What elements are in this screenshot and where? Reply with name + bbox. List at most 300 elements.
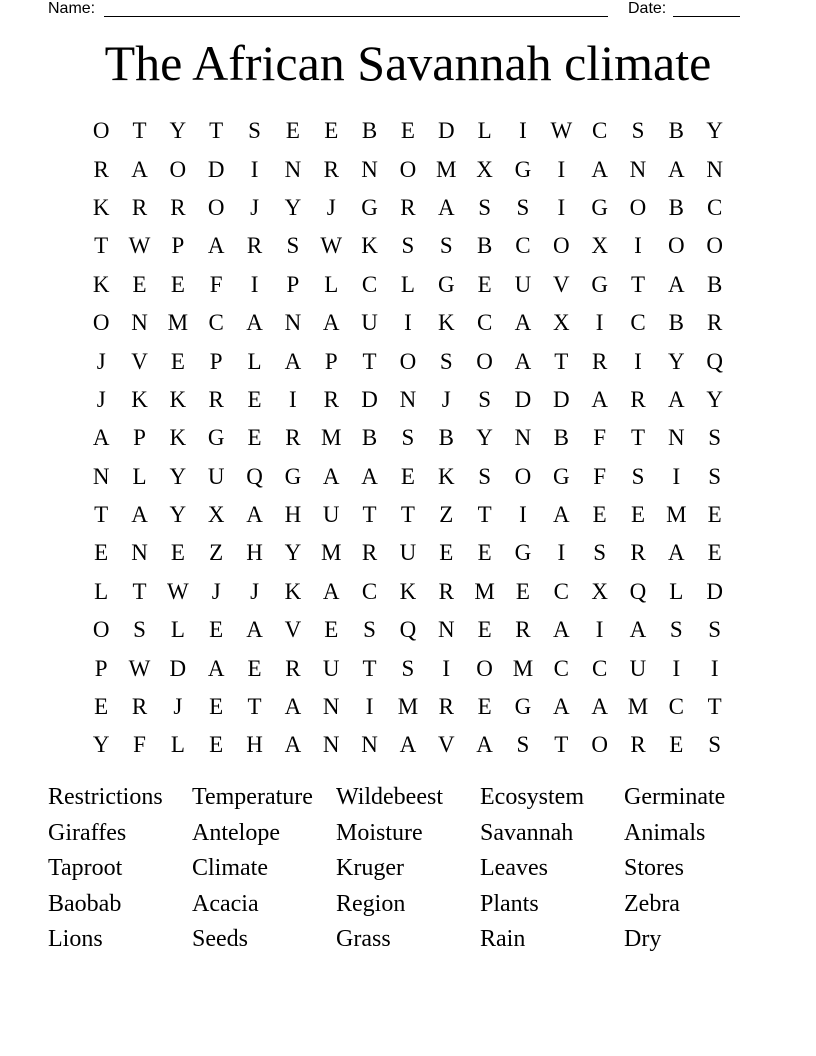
grid-letter: T (362, 655, 377, 681)
grid-letter: A (552, 617, 570, 643)
word-list-item: Zebra (624, 890, 680, 917)
grid-letter: J (173, 694, 183, 720)
grid-letter: R (246, 233, 263, 259)
grid-letter: G (514, 694, 532, 720)
grid-letter: T (707, 694, 722, 720)
grid-letter: G (207, 425, 225, 451)
grid-letter: A (131, 156, 148, 182)
grid-letter: C (361, 271, 378, 297)
grid-letter: A (514, 348, 532, 374)
grid-letter: V (284, 617, 302, 643)
grid-letter: B (438, 425, 454, 451)
grid-letter: C (591, 655, 608, 681)
grid-row (82, 688, 734, 726)
grid-letter: T (362, 502, 377, 528)
name-label: Name: (48, 0, 96, 17)
grid-letter: A (514, 310, 532, 336)
grid-letter: U (322, 502, 340, 528)
grid-letter: K (169, 386, 187, 412)
grid-letter: P (133, 425, 146, 451)
grid-letter: T (554, 732, 569, 758)
grid-row (82, 611, 734, 649)
grid-letter: E (247, 655, 262, 681)
grid-letter: P (171, 233, 185, 259)
grid-letter: Z (209, 540, 224, 566)
grid-letter: L (324, 271, 339, 297)
grid-letter: O (92, 617, 110, 643)
grid-letter: S (439, 233, 453, 259)
grid-letter: R (323, 386, 339, 412)
grid-letter: R (208, 386, 224, 412)
grid-letter: O (552, 233, 570, 259)
grid-letter: K (131, 386, 148, 412)
grid-letter: I (672, 463, 681, 489)
grid-letter: A (591, 694, 608, 720)
grid-letter: L (170, 732, 185, 758)
grid-row (82, 381, 734, 419)
word-list-item: Taproot (48, 855, 123, 881)
grid-letter: T (554, 348, 569, 374)
grid-letter: O (514, 463, 532, 489)
grid-letter: H (284, 502, 302, 528)
grid-letter: O (399, 156, 417, 182)
word-list-item: Animals (624, 819, 706, 846)
grid-row (82, 419, 734, 457)
grid-letter: I (404, 310, 412, 336)
grid-row (82, 189, 734, 227)
grid-letter: O (591, 732, 608, 758)
grid-letter: S (516, 194, 530, 220)
grid-letter: G (284, 463, 302, 489)
grid-letter: M (474, 578, 495, 604)
grid-letter: D (169, 655, 187, 681)
grid-letter: O (476, 348, 493, 374)
grid-letter: E (247, 386, 262, 412)
grid-letter: A (476, 732, 493, 758)
grid-letter: N (131, 310, 148, 336)
grid-letter: T (209, 118, 224, 144)
grid-letter: I (365, 694, 374, 720)
grid-letter: U (322, 655, 340, 681)
grid-letter: A (668, 540, 685, 566)
grid-letter: S (439, 348, 453, 374)
grid-letter: M (512, 655, 534, 681)
grid-letter: S (669, 617, 683, 643)
grid-letter: A (629, 617, 647, 643)
grid-letter: A (92, 425, 110, 451)
date-label: Date: (628, 0, 667, 17)
grid-letter: A (207, 655, 225, 681)
word-list-item: Ecosystem (480, 784, 584, 810)
grid-letter: N (668, 425, 685, 451)
grid-letter: P (324, 348, 338, 374)
grid-letter: B (668, 194, 684, 220)
grid-letter: J (96, 348, 106, 374)
grid-letter: A (284, 348, 302, 374)
grid-letter: Q (629, 578, 647, 604)
grid-letter: A (246, 617, 263, 643)
grid-letter: A (668, 156, 685, 182)
grid-letter: E (94, 694, 109, 720)
grid-letter: E (400, 463, 415, 489)
grid-letter: S (286, 233, 300, 259)
grid-letter: K (92, 271, 110, 297)
grid-letter: L (132, 463, 147, 489)
grid-letter: G (591, 194, 608, 220)
grid-letter: T (400, 502, 415, 528)
grid-letter: I (519, 502, 527, 528)
grid-letter: B (553, 425, 569, 451)
grid-letter: R (630, 386, 646, 412)
grid-letter: T (94, 502, 109, 528)
grid-letter: M (436, 156, 457, 182)
grid-letter: E (439, 540, 454, 566)
grid-letter: N (361, 156, 378, 182)
word-list-item: Acacia (192, 890, 259, 917)
grid-letter: Q (399, 617, 417, 643)
grid-letter: C (476, 310, 493, 336)
letter-grid (82, 112, 734, 765)
grid-letter: E (324, 617, 339, 643)
grid-letter: C (553, 578, 569, 604)
word-list-item: Stores (624, 855, 684, 881)
name-line (104, 16, 608, 17)
grid-letter: O (399, 348, 417, 374)
grid-letter: S (708, 463, 722, 489)
grid-letter: R (438, 694, 454, 720)
grid-letter: K (361, 233, 378, 259)
word-list-item: Lions (48, 926, 103, 952)
grid-letter: J (96, 386, 106, 412)
grid-letter: T (630, 425, 646, 451)
grid-letter: B (361, 425, 378, 451)
grid-letter: S (631, 118, 645, 144)
word-list-item: Temperature (192, 784, 313, 810)
grid-letter: T (94, 233, 109, 259)
word-list-item: Dry (624, 926, 662, 952)
grid-letter: A (207, 233, 225, 259)
grid-letter: E (209, 617, 224, 643)
grid-letter: V (131, 348, 148, 374)
grid-letter: S (631, 463, 645, 489)
grid-letter: R (515, 617, 531, 643)
grid-letter: A (322, 578, 340, 604)
date-line (673, 16, 740, 17)
grid-letter: U (361, 310, 378, 336)
grid-letter: M (627, 694, 649, 720)
word-list-item: Region (336, 890, 406, 917)
grid-letter: R (285, 425, 301, 451)
word-list-item: Moisture (336, 819, 423, 846)
grid-letter: K (399, 578, 417, 604)
grid-letter: E (477, 540, 492, 566)
grid-letter: D (552, 386, 570, 412)
grid-letter: Y (706, 118, 723, 144)
grid-letter: N (361, 732, 378, 758)
grid-letter: I (442, 655, 451, 681)
grid-letter: K (437, 463, 455, 489)
grid-letter: X (591, 233, 608, 259)
grid-letter: I (710, 655, 719, 681)
grid-letter: T (132, 578, 147, 604)
grid-letter: R (170, 194, 186, 220)
grid-letter: Y (668, 348, 685, 374)
grid-letter: C (591, 118, 608, 144)
grid-letter: D (514, 386, 532, 412)
grid-letter: I (250, 271, 259, 297)
grid-row (82, 342, 734, 380)
grid-letter: E (209, 694, 224, 720)
grid-letter: N (437, 617, 455, 643)
grid-row (82, 496, 734, 534)
grid-letter: A (668, 271, 685, 297)
grid-letter: E (477, 271, 492, 297)
grid-letter: E (324, 118, 339, 144)
grid-letter: F (593, 425, 607, 451)
grid-letter: T (132, 118, 147, 144)
grid-letter: E (515, 578, 530, 604)
grid-letter: H (246, 732, 263, 758)
worksheet-header (0, 0, 816, 22)
grid-letter: T (247, 694, 262, 720)
grid-letter: S (478, 463, 491, 489)
grid-letter: O (169, 156, 187, 182)
grid-letter: K (437, 310, 455, 336)
grid-letter: C (668, 694, 684, 720)
grid-letter: N (514, 425, 532, 451)
grid-letter: A (591, 386, 608, 412)
grid-letter: B (668, 310, 684, 336)
grid-letter: S (516, 732, 530, 758)
grid-letter: E (209, 732, 224, 758)
grid-letter: R (438, 578, 454, 604)
grid-letter: O (629, 194, 647, 220)
grid-letter: I (557, 540, 566, 566)
grid-letter: N (131, 540, 148, 566)
grid-letter: N (322, 694, 340, 720)
grid-letter: E (170, 271, 185, 297)
grid-letter: Y (706, 386, 723, 412)
grid-letter: F (209, 271, 223, 297)
grid-letter: I (289, 386, 297, 412)
grid-letter: Y (169, 502, 187, 528)
grid-letter: V (437, 732, 455, 758)
grid-letter: R (323, 156, 339, 182)
grid-letter: O (668, 233, 685, 259)
grid-letter: F (593, 463, 607, 489)
grid-letter: X (552, 310, 570, 336)
grid-letter: R (131, 694, 148, 720)
grid-letter: C (707, 194, 723, 220)
grid-letter: A (131, 502, 148, 528)
grid-letter: E (477, 617, 492, 643)
grid-letter: N (706, 156, 723, 182)
grid-letter: M (321, 540, 342, 566)
grid-row (82, 304, 734, 342)
grid-letter: C (515, 233, 531, 259)
grid-letter: K (169, 425, 187, 451)
grid-letter: Y (476, 425, 493, 451)
grid-letter: N (284, 156, 302, 182)
grid-letter: B (707, 271, 723, 297)
grid-letter: B (361, 118, 378, 144)
grid-letter: J (441, 386, 451, 412)
grid-letter: Y (169, 118, 187, 144)
grid-letter: Z (439, 502, 454, 528)
grid-letter: M (397, 694, 419, 720)
grid-letter: J (250, 194, 260, 220)
grid-letter: Q (706, 348, 723, 374)
grid-letter: A (284, 732, 302, 758)
grid-row (82, 649, 734, 687)
grid-letter: I (595, 617, 604, 643)
grid-letter: T (362, 348, 377, 374)
grid-letter: Y (284, 540, 302, 566)
grid-letter: L (247, 348, 262, 374)
word-list-item: Rain (480, 926, 526, 952)
word-list-item: Climate (192, 855, 268, 881)
grid-letter: X (207, 502, 225, 528)
grid-letter: T (630, 271, 646, 297)
grid-letter: R (131, 194, 148, 220)
grid-letter: G (437, 271, 455, 297)
grid-letter: M (666, 502, 687, 528)
grid-letter: S (401, 233, 415, 259)
grid-letter: K (284, 578, 302, 604)
grid-letter: I (672, 655, 681, 681)
grid-letter: Y (169, 463, 187, 489)
word-list-item: Seeds (192, 926, 248, 952)
grid-letter: G (514, 540, 532, 566)
grid-letter: G (552, 463, 570, 489)
grid-letter: C (553, 655, 569, 681)
grid-letter: X (476, 156, 493, 182)
grid-letter: W (128, 655, 151, 681)
grid-letter: E (477, 694, 492, 720)
grid-letter: J (326, 194, 336, 220)
grid-letter: N (92, 463, 110, 489)
word-list-item: Savannah (480, 819, 574, 846)
word-list-item: Germinate (624, 784, 726, 810)
grid-letter: O (207, 194, 225, 220)
grid-letter: W (550, 118, 573, 144)
grid-letter: S (708, 732, 722, 758)
grid-letter: E (170, 348, 185, 374)
word-list-item: Antelope (192, 819, 280, 846)
grid-letter: N (629, 156, 647, 182)
grid-letter: R (630, 540, 646, 566)
grid-letter: E (170, 540, 185, 566)
grid-row (82, 266, 734, 304)
grid-letter: L (170, 617, 185, 643)
grid-letter: Y (92, 732, 110, 758)
word-list-item: Leaves (480, 855, 548, 881)
word-list-item: Wildebeest (336, 784, 443, 810)
grid-letter: C (208, 310, 224, 336)
grid-letter: K (92, 194, 110, 220)
grid-letter: R (93, 156, 109, 182)
grid-letter: E (669, 732, 684, 758)
grid-letter: H (246, 540, 263, 566)
grid-letter: D (361, 386, 378, 412)
grid-letter: A (322, 310, 340, 336)
grid-letter: E (400, 118, 415, 144)
grid-letter: R (591, 348, 608, 374)
grid-letter: E (132, 271, 147, 297)
grid-letter: I (557, 156, 566, 182)
grid-letter: E (247, 425, 262, 451)
grid-letter: A (361, 463, 378, 489)
grid-letter: L (477, 118, 492, 144)
grid-letter: P (209, 348, 223, 374)
grid-letter: S (708, 617, 722, 643)
grid-row (82, 573, 734, 611)
grid-letter: A (322, 463, 340, 489)
grid-letter: R (285, 655, 301, 681)
grid-letter: S (593, 540, 607, 566)
grid-letter: O (92, 118, 110, 144)
grid-row (82, 534, 734, 572)
grid-row (82, 112, 734, 150)
grid-letter: A (246, 310, 263, 336)
grid-letter: E (592, 502, 607, 528)
grid-letter: N (399, 386, 417, 412)
grid-letter: S (133, 617, 146, 643)
grid-letter: D (706, 578, 723, 604)
grid-letter: O (476, 655, 493, 681)
grid-letter: S (363, 617, 376, 643)
grid-letter: W (128, 233, 151, 259)
grid-letter: A (284, 694, 302, 720)
grid-letter: D (207, 156, 225, 182)
grid-letter: U (399, 540, 417, 566)
grid-letter: F (133, 732, 146, 758)
grid-letter: R (630, 732, 646, 758)
grid-letter: S (248, 118, 261, 144)
grid-letter: L (94, 578, 109, 604)
word-list-item: Grass (336, 926, 391, 952)
word-list-item: Plants (480, 890, 539, 917)
grid-letter: A (552, 694, 570, 720)
grid-letter: B (476, 233, 493, 259)
grid-letter: A (437, 194, 455, 220)
grid-letter: N (284, 310, 302, 336)
grid-letter: S (478, 194, 491, 220)
grid-row (82, 227, 734, 265)
grid-letter: J (211, 578, 221, 604)
grid-letter: N (322, 732, 340, 758)
grid-letter: G (591, 271, 608, 297)
grid-letter: I (634, 233, 642, 259)
grid-letter: Q (246, 463, 263, 489)
grid-letter: U (629, 655, 647, 681)
grid-letter: A (668, 386, 685, 412)
grid-letter: I (595, 310, 604, 336)
grid-letter: E (707, 540, 722, 566)
word-list-item: Kruger (336, 855, 404, 881)
grid-letter: B (668, 118, 684, 144)
grid-letter: A (399, 732, 417, 758)
grid-letter: P (94, 655, 108, 681)
grid-letter: M (321, 425, 342, 451)
grid-row (82, 726, 734, 764)
grid-letter: O (706, 233, 723, 259)
word-list (48, 780, 768, 958)
grid-letter: O (92, 310, 110, 336)
grid-letter: J (250, 578, 260, 604)
grid-row (82, 150, 734, 188)
grid-letter: C (361, 578, 378, 604)
